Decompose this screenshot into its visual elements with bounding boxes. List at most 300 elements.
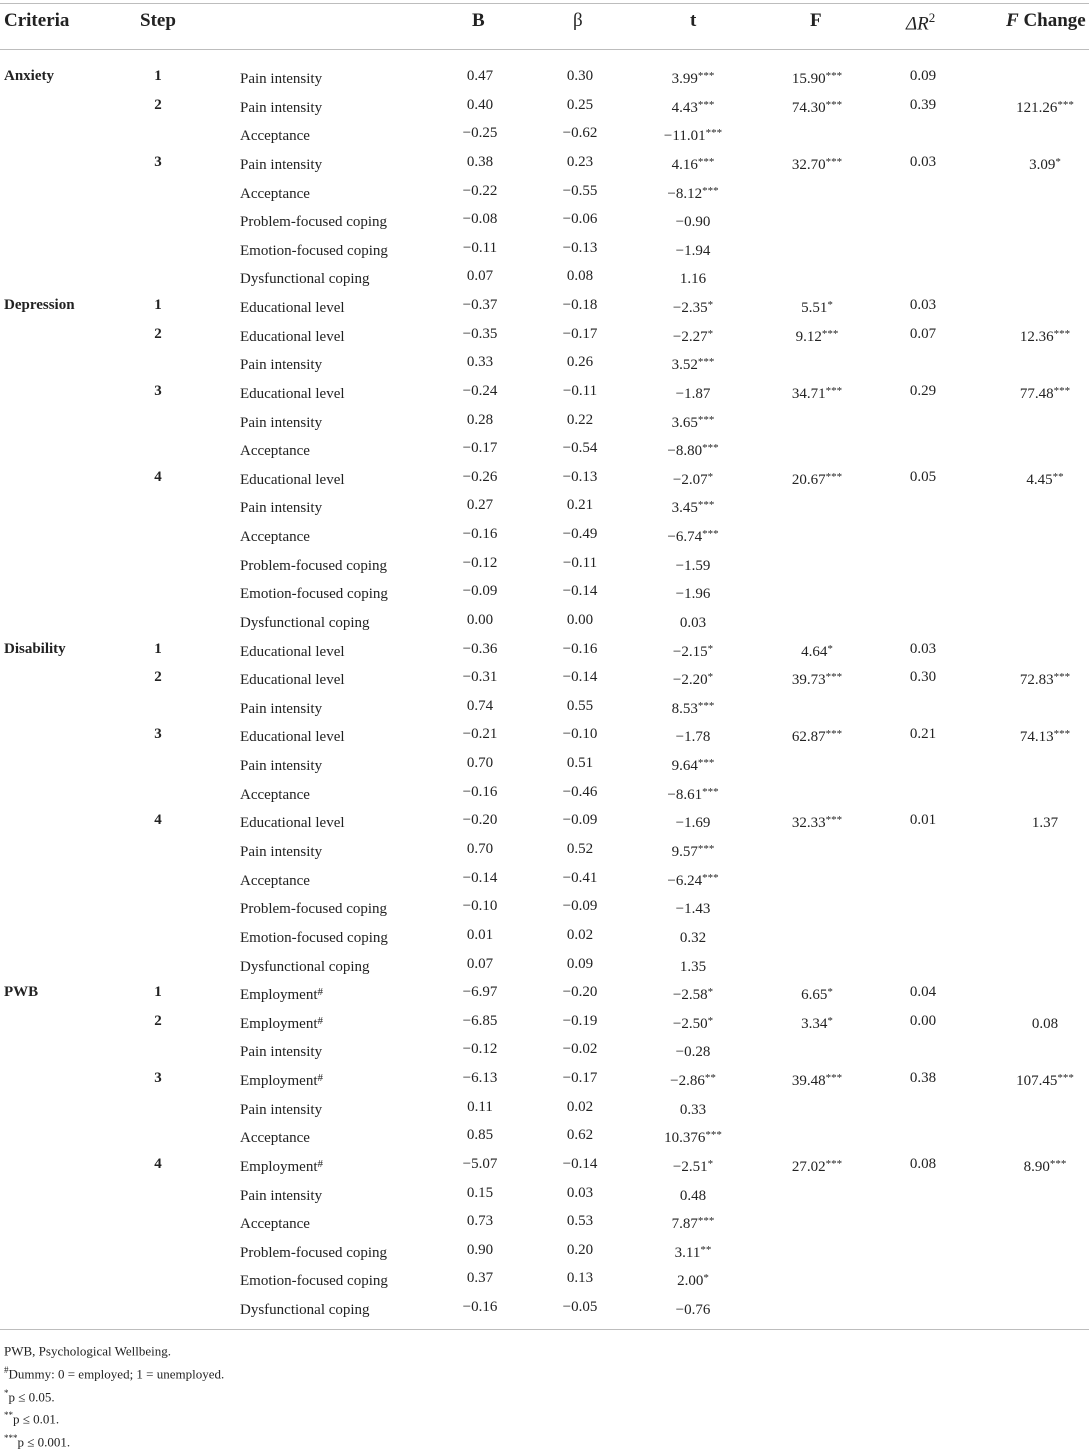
significance-marker: *** <box>705 1129 722 1142</box>
beta-cell <box>535 1268 625 1288</box>
predictor-cell <box>240 324 345 347</box>
table-row <box>0 381 1089 409</box>
predictor-cell-value: Acceptance <box>240 1216 310 1233</box>
t-cell <box>638 1240 748 1263</box>
predictor-cell-value: Acceptance <box>240 443 310 460</box>
f-cell-value: 15.90 <box>791 71 826 87</box>
b-cell <box>435 925 525 945</box>
significance-marker: * <box>827 642 833 655</box>
f-cell-value: 39.48 <box>791 1073 826 1090</box>
beta-cell <box>535 295 625 315</box>
b-cell <box>435 1211 525 1231</box>
table-row <box>0 810 1089 838</box>
b-cell-value: −5.07 <box>462 1155 498 1172</box>
predictor-cell <box>240 954 370 977</box>
table-row <box>0 868 1089 896</box>
table-row <box>0 753 1089 781</box>
predictor-cell <box>240 381 345 404</box>
f-cell <box>762 66 872 89</box>
f-cell-value: 27.02 <box>791 1158 826 1175</box>
t-cell <box>638 1011 748 1034</box>
beta-cell <box>535 954 625 974</box>
predictor-cell-value: Pain intensity <box>240 1187 323 1204</box>
table-row <box>0 1154 1089 1182</box>
t-cell-value: −2.35 <box>672 300 708 317</box>
t-cell <box>638 667 748 690</box>
delta-r2-cell-value: 0.38 <box>909 1070 937 1087</box>
predictor-cell-value: Educational level <box>240 729 345 746</box>
significance-marker: *** <box>1053 671 1071 684</box>
delta-r2-cell <box>883 1154 963 1174</box>
significance-marker: * <box>827 986 833 999</box>
step-cell <box>152 1068 164 1088</box>
step-cell-value: 2 <box>154 96 162 113</box>
beta-cell <box>535 438 625 458</box>
header-f-change-f: F <box>1006 10 1019 31</box>
predictor-cell-value: Dysfunctional coping <box>240 614 370 631</box>
delta-r2-cell <box>883 639 963 659</box>
f-change-cell <box>1000 152 1089 175</box>
t-cell <box>638 1125 748 1148</box>
b-cell-value: 0.47 <box>466 68 494 84</box>
beta-cell <box>535 152 625 172</box>
t-cell <box>638 925 748 948</box>
b-cell-value: −6.13 <box>462 1070 498 1087</box>
note-line <box>4 1429 224 1452</box>
predictor-cell-value: Employment <box>240 1073 318 1090</box>
t-cell <box>638 152 748 175</box>
significance-marker: *** <box>825 98 843 111</box>
t-cell-value: 0.48 <box>679 1187 707 1204</box>
t-cell-value: −1.69 <box>675 815 711 832</box>
predictor-cell <box>240 639 345 662</box>
t-cell-value: 3.99 <box>671 71 698 87</box>
beta-cell-value: 0.52 <box>566 841 594 857</box>
b-cell <box>435 181 525 201</box>
predictor-cell-value: Acceptance <box>240 872 310 889</box>
t-cell <box>638 438 748 461</box>
predictor-cell <box>240 982 323 1005</box>
step-cell <box>152 324 164 344</box>
criteria-cell <box>4 295 75 315</box>
b-cell <box>435 1297 525 1317</box>
b-cell-value: 0.37 <box>466 1270 494 1287</box>
predictor-cell <box>240 553 387 576</box>
b-cell-value: −0.12 <box>462 1041 498 1058</box>
predictor-cell-value: Pain intensity <box>240 71 323 87</box>
t-cell <box>638 954 748 977</box>
b-cell-value: −6.85 <box>462 1012 498 1029</box>
table-row <box>0 524 1089 552</box>
header-f: F <box>810 10 822 31</box>
predictor-cell <box>240 1211 310 1234</box>
criteria-cell <box>4 982 38 1002</box>
note-line <box>4 1338 224 1361</box>
beta-cell-value: 0.13 <box>566 1270 594 1287</box>
beta-cell <box>535 896 625 916</box>
table-row <box>0 839 1089 867</box>
header-rule <box>0 49 1089 50</box>
b-cell <box>435 209 525 229</box>
f-change-cell-value: 121.26 <box>1016 99 1058 116</box>
b-cell <box>435 123 525 143</box>
b-cell-value: −0.25 <box>462 125 498 142</box>
b-cell-value: −0.14 <box>462 869 498 886</box>
header-delta-r2 <box>906 10 935 35</box>
beta-cell <box>535 1183 625 1203</box>
table-row <box>0 266 1089 294</box>
header-delta-r2-label: ΔR <box>906 13 929 35</box>
table-row <box>0 1297 1089 1325</box>
predictor-cell-value: Pain intensity <box>240 414 323 431</box>
t-cell <box>638 724 748 747</box>
table-row <box>0 238 1089 266</box>
b-cell <box>435 982 525 1002</box>
t-cell-value: −1.78 <box>675 729 711 746</box>
b-cell-value: −0.09 <box>462 583 498 600</box>
b-cell-value: −0.37 <box>462 297 498 314</box>
t-cell <box>638 982 748 1005</box>
predictor-cell-value: Pain intensity <box>240 700 323 717</box>
note-symbol: * <box>4 1387 9 1398</box>
f-change-cell <box>1000 1068 1089 1091</box>
beta-cell-value: 0.51 <box>566 755 594 772</box>
beta-cell <box>535 982 625 1002</box>
beta-cell <box>535 1097 625 1117</box>
f-change-cell-value: 12.36 <box>1019 328 1054 345</box>
predictor-cell-value: Educational level <box>240 385 345 402</box>
beta-cell <box>535 581 625 601</box>
beta-cell <box>535 1039 625 1059</box>
header-b: B <box>472 10 485 31</box>
beta-cell <box>535 782 625 802</box>
b-cell <box>435 352 525 372</box>
header-step: Step <box>140 10 176 31</box>
beta-cell-value: −0.09 <box>562 812 598 829</box>
note-text: p ≤ 0.05. <box>8 1388 55 1404</box>
b-cell-value: −6.97 <box>462 984 498 1001</box>
f-cell <box>762 639 872 662</box>
b-cell-value: −0.16 <box>462 1299 498 1316</box>
table-notes <box>4 1338 224 1452</box>
significance-marker: *** <box>1057 1072 1074 1085</box>
f-cell <box>762 1154 872 1177</box>
step-cell <box>152 1011 164 1031</box>
b-cell-value: 0.74 <box>466 697 494 714</box>
criteria-cell-value: Anxiety <box>4 68 54 84</box>
f-change-cell-value: 77.48 <box>1019 385 1054 402</box>
table-row <box>0 1011 1089 1039</box>
table-row <box>0 66 1089 94</box>
predictor-cell <box>240 524 310 547</box>
beta-cell <box>535 66 625 86</box>
table-row <box>0 123 1089 151</box>
f-change-cell <box>1000 1154 1089 1177</box>
predictor-cell <box>240 181 310 204</box>
predictor-cell-value: Pain intensity <box>240 1101 323 1118</box>
t-cell <box>638 352 748 375</box>
b-cell <box>435 495 525 515</box>
t-cell-value: −0.76 <box>675 1302 711 1319</box>
predictor-cell <box>240 295 345 318</box>
beta-cell <box>535 553 625 573</box>
predictor-cell <box>240 495 322 518</box>
b-cell <box>435 1154 525 1174</box>
delta-r2-cell <box>883 1068 963 1088</box>
b-cell <box>435 95 525 115</box>
b-cell <box>435 438 525 458</box>
b-cell-value: 0.70 <box>466 755 494 772</box>
significance-marker: *** <box>1053 384 1071 397</box>
t-cell-value: −8.61 <box>667 786 703 803</box>
b-cell-value: −0.21 <box>462 726 498 743</box>
significance-marker: *** <box>697 757 715 770</box>
predictor-cell-value: Pain intensity <box>240 1044 323 1061</box>
predictor-cell <box>240 152 322 175</box>
table-row <box>0 954 1089 982</box>
step-cell <box>152 1154 164 1174</box>
predictor-cell <box>240 410 322 433</box>
beta-cell-value: 0.62 <box>566 1127 594 1144</box>
predictor-cell <box>240 1011 323 1034</box>
dummy-marker: # <box>317 1014 323 1027</box>
f-cell-value: 9.12 <box>795 328 822 345</box>
b-cell-value: 0.70 <box>466 841 494 857</box>
significance-marker: *** <box>821 327 839 340</box>
header-f-change <box>1006 10 1086 32</box>
significance-marker: *** <box>825 470 843 483</box>
b-cell-value: 0.28 <box>466 411 494 428</box>
significance-marker: * <box>1055 155 1061 168</box>
significance-marker: * <box>707 1014 714 1027</box>
delta-r2-cell-value: 0.01 <box>909 812 937 829</box>
table-row <box>0 467 1089 495</box>
t-cell-value: 4.16 <box>671 156 698 173</box>
beta-cell <box>535 238 625 258</box>
b-cell <box>435 724 525 744</box>
f-change-cell <box>1000 381 1089 404</box>
f-change-cell-value: 0.08 <box>1031 1015 1059 1032</box>
f-cell <box>762 467 872 490</box>
significance-marker: ** <box>1052 470 1064 483</box>
t-cell-value: −1.96 <box>675 586 711 603</box>
predictor-cell-value: Educational level <box>240 328 345 345</box>
b-cell <box>435 810 525 830</box>
t-cell <box>638 181 748 204</box>
predictor-cell <box>240 696 322 719</box>
t-cell-value: 9.57 <box>671 844 698 860</box>
predictor-cell-value: Dysfunctional coping <box>240 271 370 288</box>
predictor-cell <box>240 1183 322 1206</box>
beta-cell <box>535 610 625 630</box>
b-cell-value: 0.73 <box>466 1213 494 1230</box>
f-cell <box>762 724 872 747</box>
t-cell <box>638 639 748 662</box>
t-cell <box>638 381 748 404</box>
t-cell <box>638 782 748 805</box>
b-cell-value: −0.11 <box>462 239 498 256</box>
t-cell <box>638 1211 748 1234</box>
step-cell-value: 2 <box>154 1012 162 1029</box>
b-cell <box>435 238 525 258</box>
f-change-cell <box>1000 810 1089 833</box>
table-row <box>0 1211 1089 1239</box>
header-f-change-label: Change <box>1018 10 1086 31</box>
table-row <box>0 352 1089 380</box>
t-cell <box>638 553 748 576</box>
t-cell-value: 9.64 <box>671 758 698 775</box>
beta-cell <box>535 724 625 744</box>
f-cell-value: 20.67 <box>791 471 826 488</box>
predictor-cell <box>240 1068 323 1091</box>
table-row <box>0 782 1089 810</box>
beta-cell <box>535 209 625 229</box>
header-delta-r2-sup: 2 <box>928 10 936 25</box>
t-cell-value: −0.90 <box>675 214 711 231</box>
beta-cell-value: −0.13 <box>562 468 598 485</box>
t-cell-value: −2.07 <box>672 471 708 488</box>
beta-cell-value: 0.09 <box>566 955 594 972</box>
note-text: p ≤ 0.01. <box>13 1411 60 1427</box>
b-cell <box>435 467 525 487</box>
delta-r2-cell <box>883 95 963 115</box>
t-cell-value: −0.28 <box>675 1044 711 1061</box>
significance-marker: * <box>707 642 714 655</box>
table-row <box>0 696 1089 724</box>
predictor-cell-value: Pain intensity <box>240 844 323 860</box>
t-cell <box>638 1183 748 1206</box>
b-cell-value: 0.01 <box>466 926 494 943</box>
predictor-cell-value: Employment <box>240 987 318 1004</box>
delta-r2-cell <box>883 295 963 315</box>
beta-cell-value: −0.16 <box>562 640 598 657</box>
significance-marker: *** <box>697 356 715 369</box>
beta-cell-value: −0.55 <box>562 182 598 199</box>
table-row <box>0 610 1089 638</box>
beta-cell <box>535 181 625 201</box>
t-cell <box>638 753 748 776</box>
table-row <box>0 324 1089 352</box>
predictor-cell <box>240 667 345 690</box>
table-row <box>0 581 1089 609</box>
t-cell-value: 2.00 <box>677 1273 704 1290</box>
t-cell <box>638 266 748 289</box>
step-cell-value: 3 <box>154 153 162 170</box>
t-cell-value: −1.59 <box>675 557 711 574</box>
predictor-cell <box>240 66 322 89</box>
predictor-cell <box>240 839 322 862</box>
beta-cell-value: −0.20 <box>562 984 598 1001</box>
delta-r2-cell-value: 0.03 <box>909 153 937 170</box>
t-cell <box>638 1068 748 1091</box>
table-row <box>0 152 1089 180</box>
table-row <box>0 295 1089 323</box>
beta-cell <box>535 467 625 487</box>
delta-r2-cell-value: 0.08 <box>909 1155 937 1172</box>
t-cell-value: −2.20 <box>672 672 708 689</box>
predictor-cell <box>240 1297 370 1320</box>
delta-r2-cell-value: 0.39 <box>909 96 937 113</box>
b-cell-value: 0.00 <box>466 611 494 628</box>
b-cell <box>435 581 525 601</box>
predictor-cell-value: Problem-focused coping <box>240 901 388 918</box>
beta-cell <box>535 639 625 659</box>
predictor-cell <box>240 209 387 232</box>
f-change-cell-value: 3.09 <box>1029 156 1056 173</box>
beta-cell <box>535 696 625 716</box>
delta-r2-cell-value: 0.21 <box>909 726 937 743</box>
predictor-cell-value: Problem-focused coping <box>240 214 388 231</box>
t-cell-value: −6.24 <box>667 872 703 889</box>
predictor-cell-value: Acceptance <box>240 128 310 145</box>
t-cell-value: 0.32 <box>679 929 707 946</box>
step-cell-value: 4 <box>154 468 162 485</box>
table-row <box>0 495 1089 523</box>
b-cell-value: 0.15 <box>466 1184 494 1201</box>
predictor-cell-value: Emotion-focused coping <box>240 929 388 946</box>
f-cell <box>762 95 872 118</box>
significance-marker: * <box>827 299 833 312</box>
beta-cell-value: 0.21 <box>566 497 594 514</box>
t-cell-value: −8.12 <box>667 185 703 202</box>
note-symbol: *** <box>4 1433 18 1444</box>
predictor-cell-value: Dysfunctional coping <box>240 1302 370 1319</box>
significance-marker: *** <box>825 1072 843 1085</box>
beta-cell-value: 0.55 <box>566 697 594 714</box>
predictor-cell <box>240 782 310 805</box>
b-cell-value: 0.90 <box>466 1241 494 1258</box>
f-cell-value: 32.33 <box>791 815 826 832</box>
b-cell <box>435 524 525 544</box>
b-cell <box>435 1240 525 1260</box>
note-text: PWB, Psychological Wellbeing. <box>4 1343 171 1359</box>
f-cell <box>762 324 872 347</box>
beta-cell-value: 0.00 <box>566 611 594 628</box>
table-row <box>0 925 1089 953</box>
significance-marker: * <box>707 986 714 999</box>
predictor-cell <box>240 95 322 118</box>
t-cell-value: −1.43 <box>675 901 711 918</box>
beta-cell <box>535 1240 625 1260</box>
beta-cell-value: −0.06 <box>562 211 598 228</box>
b-cell <box>435 1125 525 1145</box>
significance-marker: * <box>707 470 714 483</box>
step-cell-value: 1 <box>154 984 162 1001</box>
t-cell-value: 4.43 <box>671 99 698 116</box>
delta-r2-cell-value: 0.05 <box>909 468 937 485</box>
b-cell <box>435 1183 525 1203</box>
beta-cell-value: −0.41 <box>562 869 598 886</box>
f-change-cell-value: 72.83 <box>1019 672 1054 689</box>
predictor-cell <box>240 467 345 490</box>
delta-r2-cell <box>883 1011 963 1031</box>
step-cell <box>152 381 164 401</box>
predictor-cell <box>240 925 388 948</box>
predictor-cell-value: Pain intensity <box>240 500 323 517</box>
beta-cell-value: −0.05 <box>562 1299 598 1316</box>
table-row <box>0 95 1089 123</box>
t-cell <box>638 839 748 862</box>
beta-cell-value: −0.14 <box>562 1155 598 1172</box>
b-cell <box>435 696 525 716</box>
f-cell <box>762 982 872 1005</box>
t-cell-value: 1.16 <box>679 271 707 288</box>
predictor-cell <box>240 352 322 375</box>
t-cell-value: −1.94 <box>675 242 711 259</box>
significance-marker: *** <box>702 528 719 541</box>
table-row <box>0 667 1089 695</box>
t-cell <box>638 209 748 232</box>
